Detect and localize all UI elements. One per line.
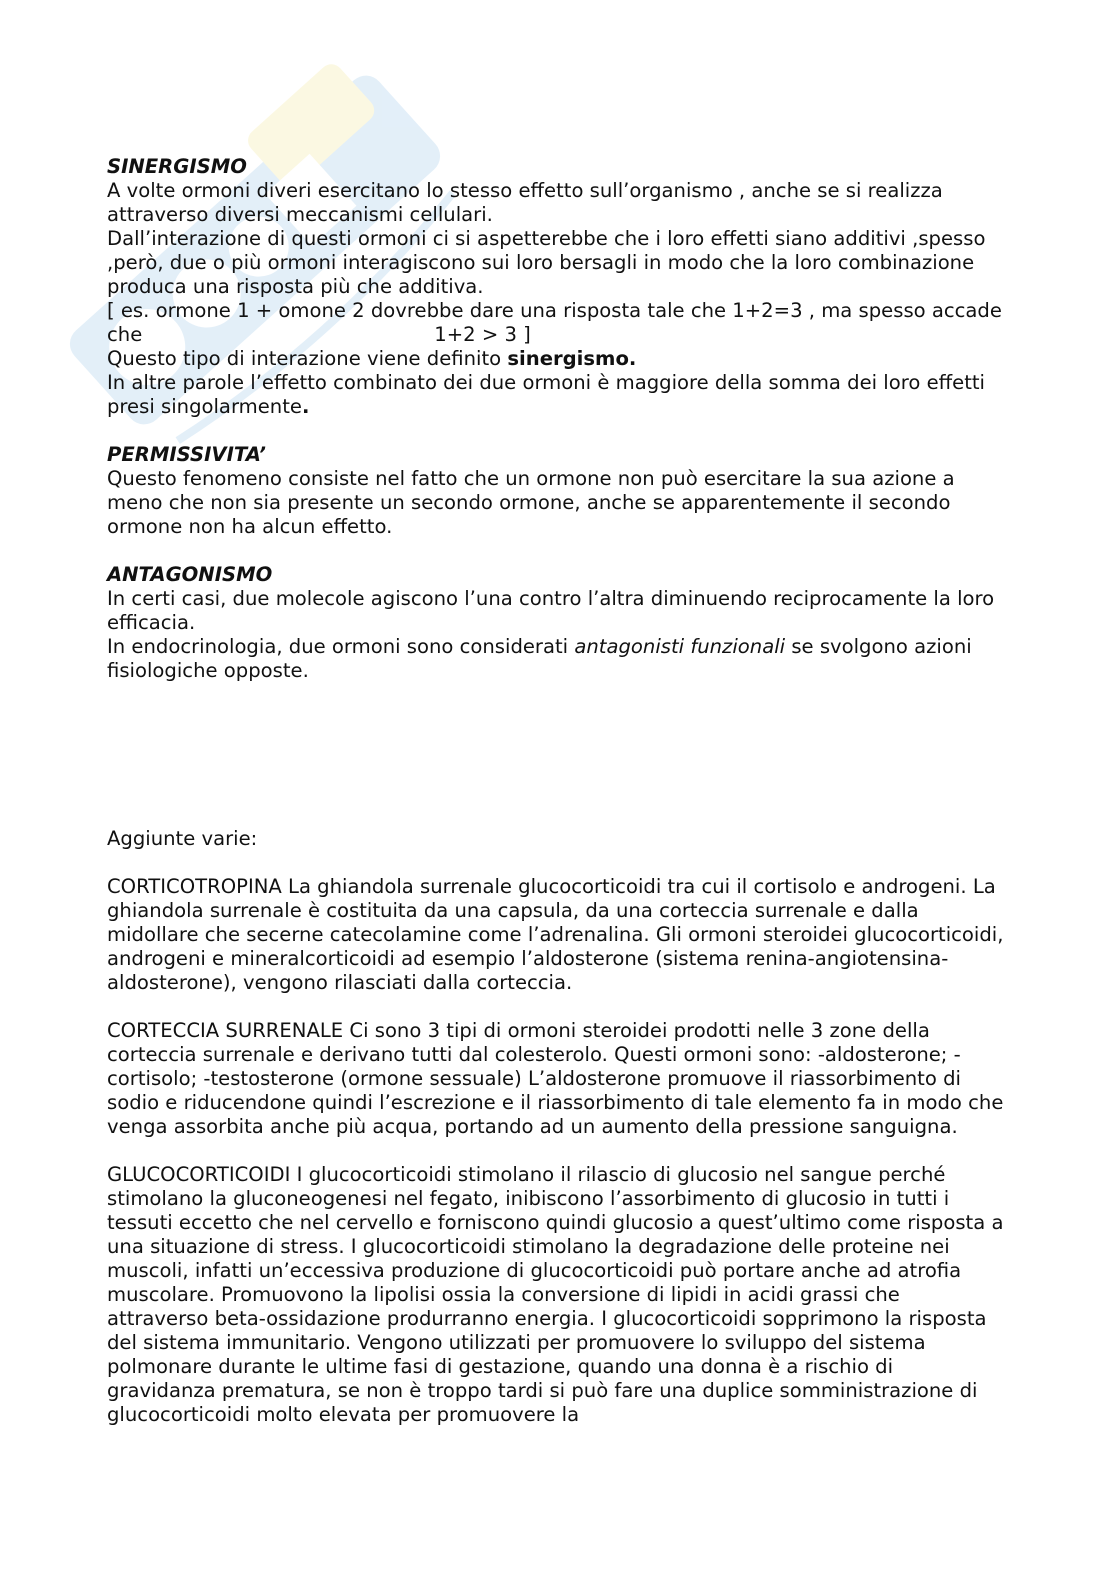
sinergismo-example-formula: 1+2 > 3 ] (434, 323, 531, 346)
antagonismo-text-a: In endocrinologia, due ormoni sono considerati (107, 635, 575, 658)
sinergismo-term: sinergismo. (507, 347, 637, 370)
heading-sinergismo: SINERGISMO (107, 155, 247, 178)
aggiunte-heading: Aggiunte varie: (107, 827, 258, 850)
heading-permissivita: PERMISSIVITA’ (107, 443, 266, 466)
glucocorticoidi-paragraph: GLUCOCORTICOIDI I glucocorticoidi stimolano il rilascio di glucosio nel sangue perché stimolano la gluconeogenesi nel fegato, inibiscono l’assorbimento di glucosio in tutti i tessuti eccetto che nel cervello e forniscono quindi glucosio a quest’ultimo come risposta a una situazione di stress. I glucocorticoidi stimolano la degradazione delle proteine nei muscoli, infatti un’eccessiva produzione di glucocorticoidi può portare anche ad atrofia muscolare. Promuovono la lipolisi ossia la conversione di lipidi in acidi grassi che attraverso beta-ossidazione produrranno energia. I glucocorticoidi sopprimono la risposta del sistema immunitario. Vengono utilizzati per promuovere lo sviluppo del sistema polmonare durante le ultime fasi di gestazione, quando una donna è a rischio di gravidanza prematura, se non è troppo tardi si può fare una duplice somministrazione di glucocorticoidi molto elevata per promuovere la (107, 1163, 1004, 1426)
heading-antagonismo: ANTAGONISMO (107, 563, 273, 586)
corteccia-surrenale-paragraph: CORTECCIA SURRENALE Ci sono 3 tipi di ormoni steroidei prodotti nelle 3 zone della corteccia surrenale e derivano tutti dal colesterolo. Questi ormoni sono: -aldosterone; -cortisolo; -testosterone (ormone sessuale) L’aldosterone promuove il riassorbimento di sodio e riducendone quindi l’escrezione e il riassorbimento di tale elemento fa in modo che venga assorbita anche più acqua, portando ad un aumento della pressione sanguigna. (107, 1019, 1004, 1138)
document-page (107, 155, 1007, 1427)
sinergismo-summary-period: . (301, 395, 310, 418)
sinergismo-summary-text: In altre parole l’effetto combinato dei due ormoni è maggiore della somma dei loro effetti presi singolarmente (107, 371, 985, 418)
sinergismo-paragraph-4 (107, 347, 1007, 371)
permissivita-paragraph: Questo fenomeno consiste nel fatto che un ormone non può esercitare la sua azione a meno che non sia presente un secondo ormone, anche se apparentemente il secondo ormone non ha alcun effetto. (107, 467, 955, 538)
corticotropina-paragraph: CORTICOTROPINA La ghiandola surrenale glucocorticoidi tra cui il cortisolo e androgeni. La ghiandola surrenale è costituita da una capsula, da una corteccia surrenale e dalla midollare che secerne catecolamine come l’adrenalina. Gli ormoni steroidei glucocorticoidi, androgeni e mineralcorticoidi ad esempio l’aldosterone (sistema renina-angiotensina-aldosterone), vengono rilasciati dalla corteccia. (107, 875, 1004, 994)
sinergismo-paragraph-5 (107, 371, 1007, 419)
sinergismo-paragraph-1: A volte ormoni diveri esercitano lo stesso effetto sull’organismo , anche se si realizza attraverso diversi meccanismi cellulari. (107, 179, 943, 226)
antagonismo-paragraph-1: In certi casi, due molecole agiscono l’una contro l’altra diminuendo reciprocamente la loro efficacia. (107, 587, 995, 634)
antagonismo-term: antagonisti funzionali (574, 635, 786, 658)
antagonismo-paragraph-2 (107, 635, 1007, 683)
sinergismo-paragraph-2: Dall’interazione di questi ormoni ci si aspetterebbe che i loro effetti siano additivi ,spesso ,però, due o più ormoni interagiscono sui loro bersagli in modo che la loro combinazione produca una risposta più che additiva. (107, 227, 986, 298)
sinergismo-definition-text: Questo tipo di interazione viene definito (107, 347, 508, 370)
antagonismo-text-c: se svolgono azioni fisiologiche opposte. (107, 635, 972, 682)
sinergismo-example-text: [ es. ormone 1 + omone 2 dovrebbe dare una risposta tale che 1+2=3 , ma spesso accade che (107, 299, 1002, 346)
sinergismo-paragraph-3 (107, 299, 1007, 347)
